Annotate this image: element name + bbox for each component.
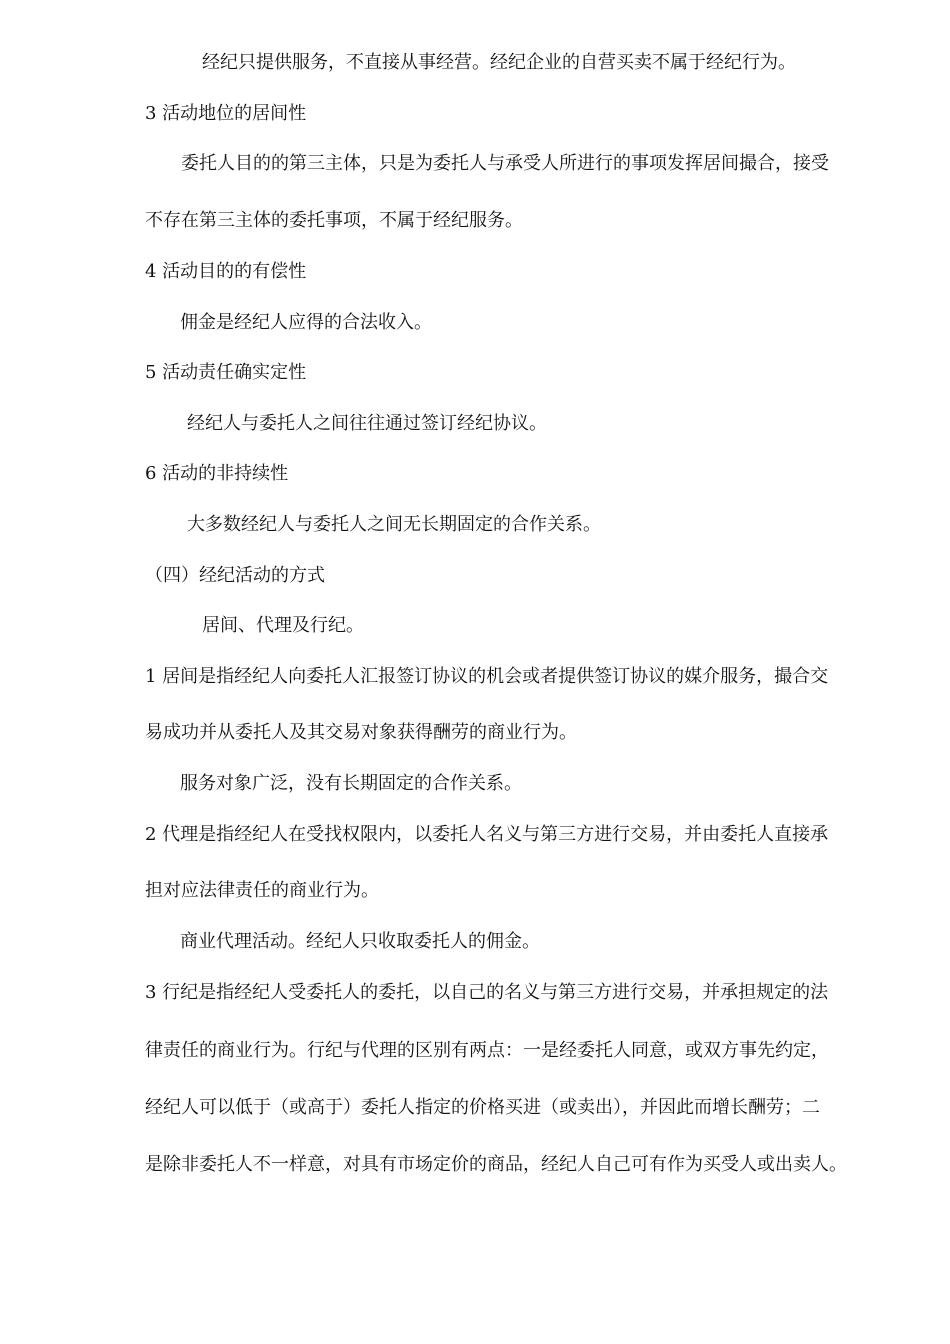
text-line: 经纪人与委托人之间往往通过签订经纪协议。 [187, 413, 547, 434]
section-heading: 5 活动责任确实定性 [145, 362, 307, 383]
text-line: 是除非委托人不一样意，对具有市场定价的商品，经纪人自己可有作为买受人或出卖人。 [145, 1154, 847, 1175]
section-heading: （四）经纪活动的方式 [145, 565, 325, 586]
text-line: 1 居间是指经纪人向委托人汇报签订协议的机会或者提供签订协议的媒介服务，撮合交 [145, 666, 829, 687]
text-line: 经纪只提供服务，不直接从事经营。经纪企业的自营买卖不属于经纪行为。 [202, 52, 796, 73]
text-line: 2 代理是指经纪人在受找权限内，以委托人名义与第三方进行交易，并由委托人直接承 [145, 824, 829, 845]
text-line: 担对应法律责任的商业行为。 [145, 880, 379, 901]
text-line: 3 行纪是指经纪人受委托人的委托，以自己的名义与第三方进行交易，并承担规定的法 [145, 982, 829, 1003]
text-line: 商业代理活动。经纪人只收取委托人的佣金。 [180, 931, 540, 952]
text-line: 委托人目的的第三主体，只是为委托人与承受人所进行的事项发挥居间撮合，接受 [181, 153, 829, 174]
text-line: 不存在第三主体的委托事项，不属于经纪服务。 [145, 210, 523, 231]
section-heading: 3 活动地位的居间性 [145, 103, 307, 124]
text-line: 居间、代理及行纪。 [202, 615, 364, 636]
section-heading: 6 活动的非持续性 [145, 463, 289, 484]
section-heading: 4 活动目的的有偿性 [145, 261, 307, 282]
text-line: 律责任的商业行为。行纪与代理的区别有两点：一是经委托人同意，或双方事先约定， [145, 1040, 829, 1061]
text-line: 佣金是经纪人应得的合法收入。 [180, 312, 432, 333]
text-line: 服务对象广泛，没有长期固定的合作关系。 [180, 773, 522, 794]
text-line: 易成功并从委托人及其交易对象获得酬劳的商业行为。 [145, 722, 577, 743]
text-line: 经纪人可以低于（或高于）委托人指定的价格买进（或卖出），并因此而增长酬劳；二 [145, 1097, 820, 1118]
text-line: 大多数经纪人与委托人之间无长期固定的合作关系。 [187, 514, 601, 535]
